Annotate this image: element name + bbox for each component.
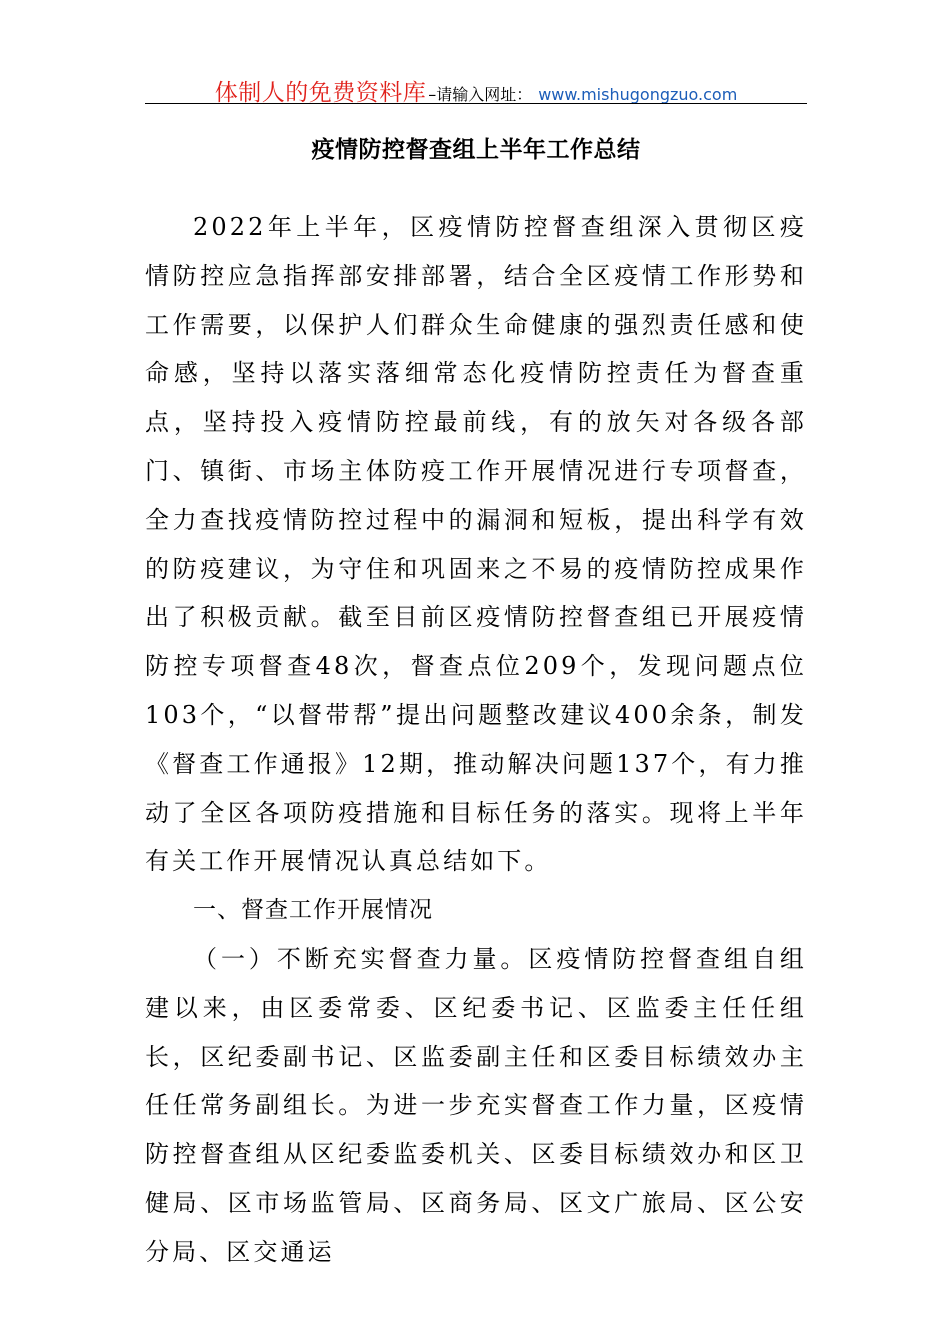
section-heading-1: 一、督查工作开展情况 — [193, 897, 433, 924]
header-brand-text: 体制人的免费资料库 — [214, 80, 427, 106]
header-prompt-text: –请输入网址： — [428, 85, 533, 104]
document-title: 疫情防控督查组上半年工作总结 — [311, 137, 641, 163]
section-1-paragraph: （一）不断充实督查力量。区疫情防控督查组自组建以来，由区委常委、区纪委书记、区监委主任任组长，区纪委副书记、区监委副主任和区委目标绩效办主任任常务副组长。为进一步充实督查工作力量，区疫情防控督查组从区纪委监委机关、区委目标绩效办和区卫健局、区市场监管局、区商务局、区文广旅局、区公安分局、区交通运 — [145, 944, 807, 1266]
page-header — [145, 74, 807, 104]
header-url-link[interactable]: www.mishugongzuo.com — [538, 85, 738, 104]
document-body — [145, 203, 807, 1277]
header-divider — [145, 103, 807, 104]
intro-paragraph: 2022年上半年，区疫情防控督查组深入贯彻区疫情防控应急指挥部安排部署，结合全区疫情工作形势和工作需要，以保护人们群众生命健康的强烈责任感和使命感，坚持以落实落细常态化疫情防控责任为督查重点，坚持投入疫情防控最前线，有的放矢对各级各部门、镇街、市场主体防疫工作开展情况进行专项督查，全力查找疫情防控过程中的漏洞和短板，提出科学有效的防疫建议，为守住和巩固来之不易的疫情防控成果作出了积极贡献。截至目前区疫情防控督查组已开展疫情防控专项督查48次，督查点位209个，发现问题点位103个，“以督带帮”提出问题整改建议400余条，制发《督查工作通报》12期，推动解决问题137个，有力推动了全区各项防疫措施和目标任务的落实。现将上半年有关工作开展情况认真总结如下。 — [145, 213, 807, 876]
